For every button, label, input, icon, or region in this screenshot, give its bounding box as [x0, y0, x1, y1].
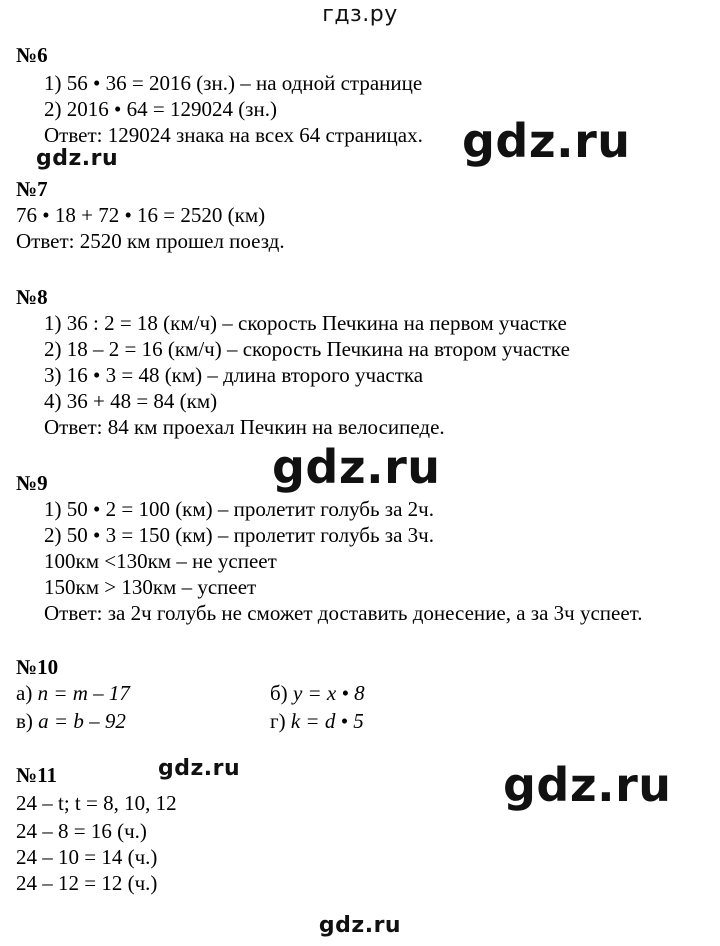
task-9-title: №9 [16, 471, 48, 495]
task-11-title: №11 [16, 763, 57, 787]
task-10-v-label: в) [16, 709, 33, 733]
task-10-item-a [16, 680, 130, 706]
task-10-item-g [270, 708, 364, 734]
task-9-step-1: 1) 50 • 2 = 100 (км) – пролетит голубь за 2ч. [44, 497, 434, 521]
task-9-compare-1: 100км <130км – не успеет [44, 549, 277, 573]
task-10-b-expression: y = x • 8 [292, 681, 365, 705]
task-6-step-2: 2) 2016 • 64 = 129024 (зн.) [44, 97, 277, 121]
task-7-answer: Ответ: 2520 км прошел поезд. [16, 229, 285, 253]
task-7-expression: 76 • 18 + 72 • 16 = 2520 (км) [16, 203, 266, 227]
task-8-step-4: 4) 36 + 48 = 84 (км) [44, 389, 218, 413]
task-8-step-3: 3) 16 • 3 = 48 (км) – длина второго участка [44, 363, 424, 387]
task-9-compare-2: 150км > 130км – успеет [44, 575, 257, 599]
task-11-line-1: 24 – 8 = 16 (ч.) [16, 819, 147, 843]
task-10-a-expression: n = m – 17 [37, 681, 130, 705]
watermark-large-3: gdz.ru [503, 758, 672, 812]
site-footer-watermark: gdz.ru [318, 913, 402, 938]
task-10-v-expression: a = b – 92 [38, 709, 126, 733]
task-10-item-b [270, 680, 365, 706]
task-8-step-1: 1) 36 : 2 = 18 (км/ч) – скорость Печкина на первом участке [44, 311, 567, 335]
task-9-answer: Ответ: за 2ч голубь не сможет доставить донесение, а за 3ч успеет. [44, 601, 643, 625]
task-6-step-1: 1) 56 • 36 = 2016 (зн.) – на одной странице [44, 71, 423, 95]
task-10-b-label: б) [270, 681, 288, 705]
task-8-step-2: 2) 18 – 2 = 16 (км/ч) – скорость Печкина на втором участке [44, 337, 570, 361]
watermark-large-2: gdz.ru [272, 440, 441, 494]
task-11-line-2: 24 – 10 = 14 (ч.) [16, 845, 158, 869]
task-10-item-v [16, 708, 126, 734]
task-11-expression-text: 24 – t; t = 8, 10, 12 [16, 791, 177, 815]
task-11-line-3: 24 – 12 = 12 (ч.) [16, 871, 158, 895]
task-7-title: №7 [16, 177, 48, 201]
task-10-a-label: а) [16, 681, 33, 705]
task-11-expression [16, 790, 177, 816]
watermark-large-1: gdz.ru [462, 114, 631, 168]
task-10-g-label: г) [270, 709, 286, 733]
task-8-title: №8 [16, 285, 48, 309]
watermark-small-2: gdz.ru [158, 756, 241, 781]
task-10-g-expression: k = d • 5 [290, 709, 364, 733]
task-9-step-2: 2) 50 • 3 = 150 (км) – пролетит голубь за 3ч. [44, 523, 434, 547]
task-10-title: №10 [16, 655, 59, 679]
task-6-title: №6 [16, 43, 48, 67]
watermark-small-1: gdz.ru [36, 146, 119, 171]
task-6-answer: Ответ: 129024 знака на всех 64 страницах. [44, 123, 423, 147]
task-8-answer: Ответ: 84 км проехал Печкин на велосипеде. [44, 415, 445, 439]
site-header-watermark: гдз.ру [322, 2, 398, 27]
